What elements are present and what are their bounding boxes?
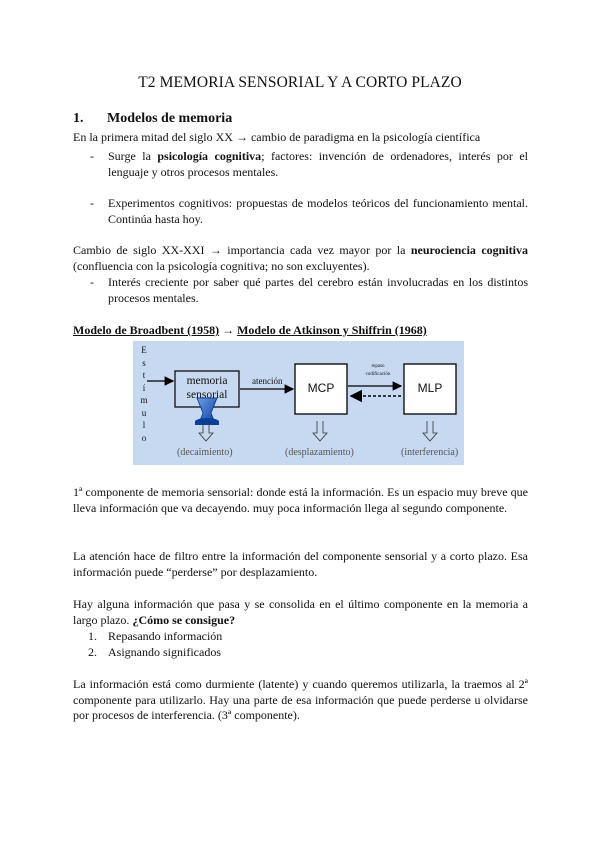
bullet-text: Interés creciente por saber qué partes del cerebro están involucradas en los distintos procesos mentales.	[108, 275, 528, 305]
stimulus-label: E s t í m u l o	[140, 345, 148, 443]
bullet-item	[90, 196, 528, 227]
bullet-dash: -	[90, 149, 94, 163]
section-heading	[73, 111, 232, 127]
output-decaimiento: (decaimiento)	[177, 447, 233, 458]
model-heading	[73, 323, 427, 338]
bullet-dash: -	[90, 196, 94, 210]
paragraph-1: 1ª componente de memoria sensorial: donde está la información. Es un espacio muy breve que lleva información que va decayendo. muy poca información llega al segundo componente.	[73, 485, 528, 515]
model-atkinson: Modelo de Atkinson y Shiffrin (1968)	[237, 323, 427, 337]
attention-label: atención	[252, 376, 283, 386]
box1-line2: sensorial	[186, 389, 228, 401]
memory-model-diagram	[133, 341, 464, 465]
list-item: 1. Repasando información	[88, 629, 223, 643]
output-interferencia: (interferencia)	[401, 447, 459, 458]
funnel-base	[195, 418, 219, 425]
small-labels: repaso codificación	[365, 364, 391, 377]
bullet-item	[90, 275, 528, 306]
box1-line1: memoria	[186, 375, 228, 387]
output-desplazamiento: (desplazamiento)	[285, 447, 354, 458]
bullet-text: Surge la psicología cognitiva; factores: invención de ordenadores, interés por el lenguaje y otros procesos mentales.	[108, 149, 528, 179]
box1-text	[175, 374, 239, 402]
paragraph-3: Hay alguna información que pasa y se consolida en el último componente en la memoria a largo plazo. ¿Cómo se consigue?	[73, 597, 528, 627]
bullet-dash: -	[90, 275, 94, 289]
section-heading-text: Modelos de memoria	[107, 111, 233, 126]
arrow-right: →	[222, 323, 235, 337]
model-broadbent: Modelo de Broadbent (1958)	[73, 323, 220, 337]
paragraph-neuro: Cambio de siglo XX-XXI → importancia cada vez mayor por la neurociencia cognitiva (confluencia con la psicología cognitiva; no son excluyentes).	[73, 243, 528, 273]
down-arrow-icon	[313, 421, 327, 441]
list-item: 2. Asignando significados	[88, 645, 221, 659]
section-number: 1.	[73, 111, 84, 126]
down-arrow-icon	[423, 421, 437, 441]
mlp-label: MLP	[417, 381, 443, 395]
page-title: T2 MEMORIA SENSORIAL Y A CORTO PLAZO	[138, 74, 462, 91]
bullet-item	[90, 149, 528, 180]
mcp-label: MCP	[307, 381, 335, 395]
paragraph-2: La atención hace de filtro entre la información del componente sensorial y a corto plazo. Esa información puede “perderse” por desplazamiento.	[73, 549, 528, 579]
intro-line: En la primera mitad del siglo XX → cambio de paradigma en la psicología científica	[73, 130, 481, 144]
bullet-text: Experimentos cognitivos: propuestas de modelos teóricos del funcionamiento mental. Continúa hasta hoy.	[108, 196, 528, 226]
paragraph-4: La información está como durmiente (latente) y cuando queremos utilizarla, la traemos al 2ª componente para utilizarlo. Hay una parte de esa información que puede perderse u olvidarse por procesos de interferencia. (3ª componente).	[73, 677, 528, 722]
